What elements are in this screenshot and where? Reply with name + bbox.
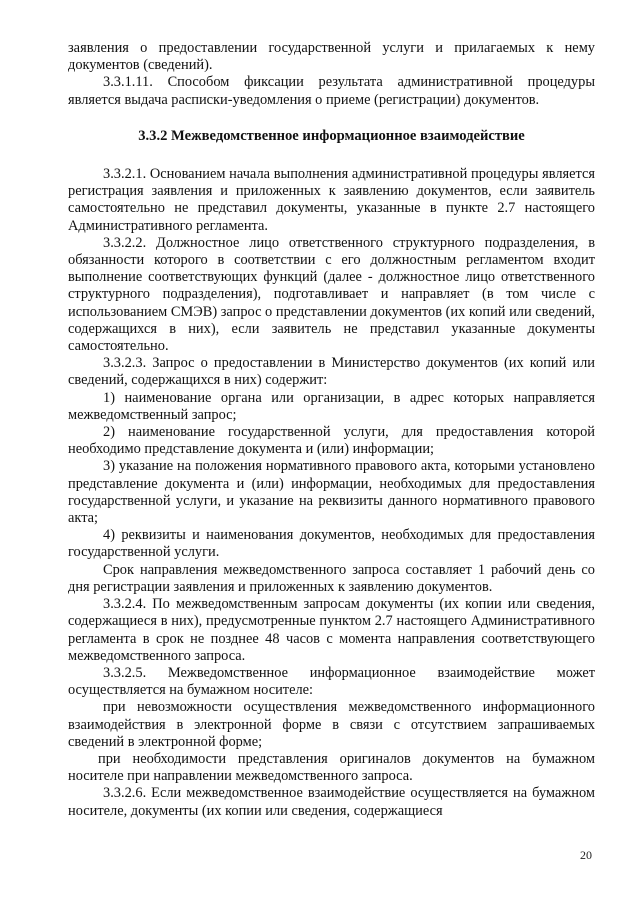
list-item-4: 4) реквизиты и наименования документов, необходимых для предоставления государственной услуги. bbox=[68, 527, 595, 561]
list-item-2: 2) наименование государственной услуги, для предоставления которой необходимо представление документа и (или) информации; bbox=[68, 424, 595, 458]
paragraph-case-electronic: при невозможности осуществления межведомственного информационного взаимодействия в электронной форме в связи с отсутствием запрашиваемых сведений в электронной форме; bbox=[68, 699, 595, 750]
paragraph-deadline: Срок направления межведомственного запроса составляет 1 рабочий день со дня регистрации заявления и приложенных к заявлению документов. bbox=[68, 561, 595, 595]
document-page bbox=[68, 40, 595, 820]
section-heading: 3.3.2 Межведомственное информационное взаимодействие bbox=[138, 127, 525, 144]
paragraph-3-3-2-1: 3.3.2.1. Основанием начала выполнения административной процедуры является регистрация заявления и приложенных к заявлению документов, если заявитель самостоятельно не представил документы, указанные в пункте 2.7 настоящего Административного регламента. bbox=[68, 166, 595, 234]
paragraph-3-3-1-11: 3.3.1.11. Способом фиксации результата административной процедуры является выдача расписки-уведомления о приеме (регистрации) документов. bbox=[68, 74, 595, 108]
list-item-1: 1) наименование органа или организации, в адрес которых направляется межведомственный запрос; bbox=[68, 389, 595, 423]
paragraph-3-3-2-2: 3.3.2.2. Должностное лицо ответственного структурного подразделения, в обязанности которого в соответствии с его должностным регламентом входит выполнение соответствующих функций (далее - должностное лицо ответственного структурного подразделения), подготавливает и направляет (в том числе с использованием СМЭВ) запрос о представлении документов (их копий или сведений, содержащихся в них), если заявитель не представил указанные документы самостоятельно. bbox=[68, 234, 595, 355]
paragraph-continuation: заявления о предоставлении государственной услуги и прилагаемых к нему документов (сведений). bbox=[68, 40, 595, 74]
paragraph-3-3-2-3: 3.3.2.3. Запрос о предоставлении в Министерство документов (их копий или сведений, содержащихся в них) содержит: bbox=[68, 355, 595, 389]
paragraph-3-3-2-5: 3.3.2.5. Межведомственное информационное взаимодействие может осуществляется на бумажном носителе: bbox=[68, 664, 595, 699]
paragraph-case-originals: при необходимости представления оригиналов документов на бумажном носителе при направлении межведомственного запроса. bbox=[68, 750, 595, 785]
paragraph-3-3-2-4: 3.3.2.4. По межведомственным запросам документы (их копии или сведения, содержащиеся в них), предусмотренные пунктом 2.7 настоящего Административного регламента в срок не позднее 48 часов с момента направления соответствующего межведомственного запроса. bbox=[68, 596, 595, 664]
page-number: 20 bbox=[580, 848, 592, 862]
list-item-3: 3) указание на положения нормативного правового акта, которыми установлено представление документа и (или) информации, необходимых для предоставления государственной услуги, и указание на реквизиты данного нормативного правового акта; bbox=[68, 458, 595, 527]
paragraph-3-3-2-6: 3.3.2.6. Если межведомственное взаимодействие осуществляется на бумажном носителе, документы (их копии или сведения, содержащиеся bbox=[68, 785, 595, 819]
